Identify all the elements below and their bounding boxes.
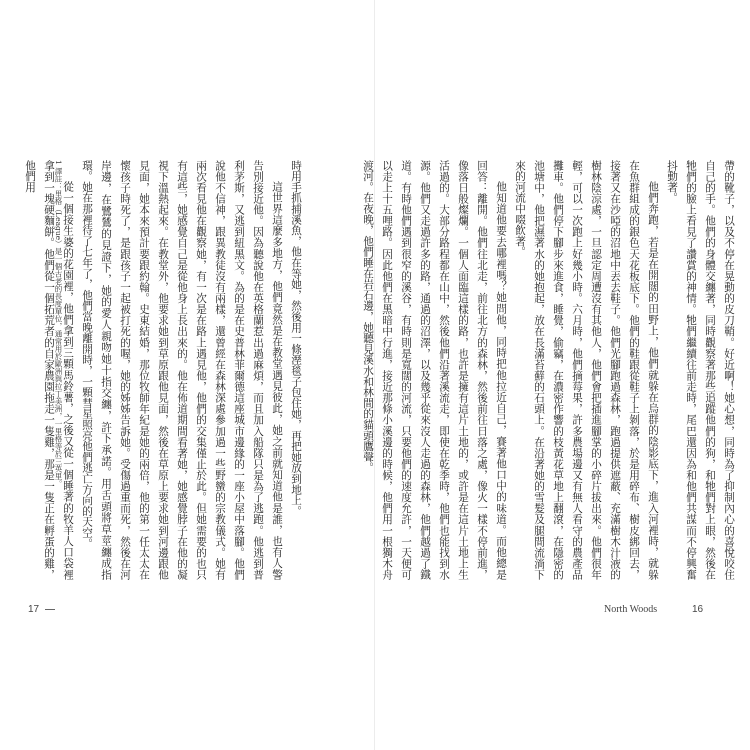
paragraph: 這世界這麼多地方，他們竟然是在教堂遇見彼此，她之前就知道他是誰，也有人警告別接近他。因為聽說他在英格蘭惹出過麻煩，而且加入船隊只是為了逃跑。他逃到普利茅斯，又逃到紐黑文。為的是在史普林菲爾德這座城市邊緣的一座小屋中落腳。他們說他不信神，跟異教徒沒有兩樣，還曾經在森林深處參加過一些野蠻的宗教儀式。她有兩次看見他在觀察她，有一次是在路上遇見他，他們的交集僅止於此。但她需要的也只有這些，她感覺自己是從他身上長出來的。他在佈道期間看著她，她感覺脖子在他的凝視下溫熱起來。在教堂外，他要求她到草原跟他見面，然後在草原上要求她到河邊跟他見面，她本來預計要跟約翰。史東結婚，那位牧師年紀是她的兩倍，他的第一任太太在懷孩子時死了，是跟孩子一起被打死的喔，她的姊姊告訴她。受傷過重而死，然後在河岸邊，在鷺鷥的見證下，她的愛人親吻她十指交纏，許下承諾。用舌頭將草莖纏成指環。她在那裡待了七年了，他們當晚離開時，一顆彗星照亮他們逃亡方向的天空。 (81, 160, 283, 580)
running-head-title: North Woods (604, 604, 658, 615)
page-number-right (692, 604, 703, 615)
paragraph: 他們奔跑，若是在開闊的田野上，他們就躲在烏群的陰影底下，進入河裡時，就躲在魚群組成的銀色天花板底下。他們的鞋跟從鞋子上剝落，於是用碎布、樹皮綁回去，接著又在沙啞的沼地中丟去鞋子。他們光腳跑過森林，跑過提供遮蔽、充滿樹木汁液的樹林陰涼處，一旦認定周遭沒有其他人，他們會把插進腳掌的小碎片拔出來。他們很年輕，可以一次跑上好幾小時。六月時，他們摘莓果，許多農場邊又有無人看守的農產品攤車。他們停下腳步來進食，睡覺，偷竊，在濃密作響的枝黃花草地上翻滾，在隱密的池塘中，他把濕著水的她抱起，放在長滿苔蘚的石頭上。在沿著她的雪髮及腿間流淌下來的河流中啜飲著。 (514, 160, 659, 580)
running-head (604, 604, 657, 615)
page-number-left (28, 604, 55, 615)
paragraph: 他知道他要去哪裡嗎？她問他，同時把他拉近自己，賽著他口中的味道。而他總是回答：離開。他們往北走，前往北方的森林，然後前往日落之處，像火一樣不停前進，像落日般燦爛。一個人面臨這樣的路，也許是擁有這片土地的，或許是在這片土地上生活過的。大部分路程都在山中，然後他們沿著溪流走，即使在乾季時，他們也能找到水源。他們又走過許多的路，通過的沼澤，以及幾乎從來沒人走過的森林，他們越過了鐵道。有時他們遇到很窄的溪谷，有時則是寬闊的河流，只要他們的速度允許，一天便可以走上十五哩路。因此他們在黑暗中行進，接近那條小溪邊的時候，他們用一根獨木舟渡河。在夜晚，他們睡在岩石邊，她聽見溪水和林間的貓頭鷹聲。 (362, 160, 507, 580)
right-page-body (362, 160, 738, 580)
footnote: 1 譯註：里格（League）是一個古老的長度單位，通常用於歐洲與拉丁美洲，一里格等於三英里。 (54, 160, 63, 488)
paragraph: 帶的靴子，以及不停在晃動的皮刀鞘。好近啊！她心想，同時為了抑制內心的喜悅咬住自己的手。他們的身體交纏著，同時觀察著那些追蹤他們的狗，和牠們對上眼，然後在牠們的臉上看見了讚賞的神情。牠們繼續往前走時，尾巴還因為和他們共謀而不停興奮抖動著。 (666, 160, 735, 580)
paragraph: 從一個接生婆的花園裡，他們拿到三顆馬鈴薯，之後又從一個睡著的牧羊人口袋裡拿到一塊硬麵餅。他們從一個拓荒者的自家農園拖走一隻雞，那是一隻正在孵蛋的雞，他們用 (24, 160, 74, 580)
right-page (362, 0, 750, 750)
paragraph: 時用手抓捕溪魚，他在等她，然後用一條溼毯子包住她，再把她放到地上。 (290, 160, 302, 517)
page-number: 16 (692, 604, 704, 615)
page-number: 17 (28, 604, 40, 615)
folio-dash (45, 609, 55, 610)
